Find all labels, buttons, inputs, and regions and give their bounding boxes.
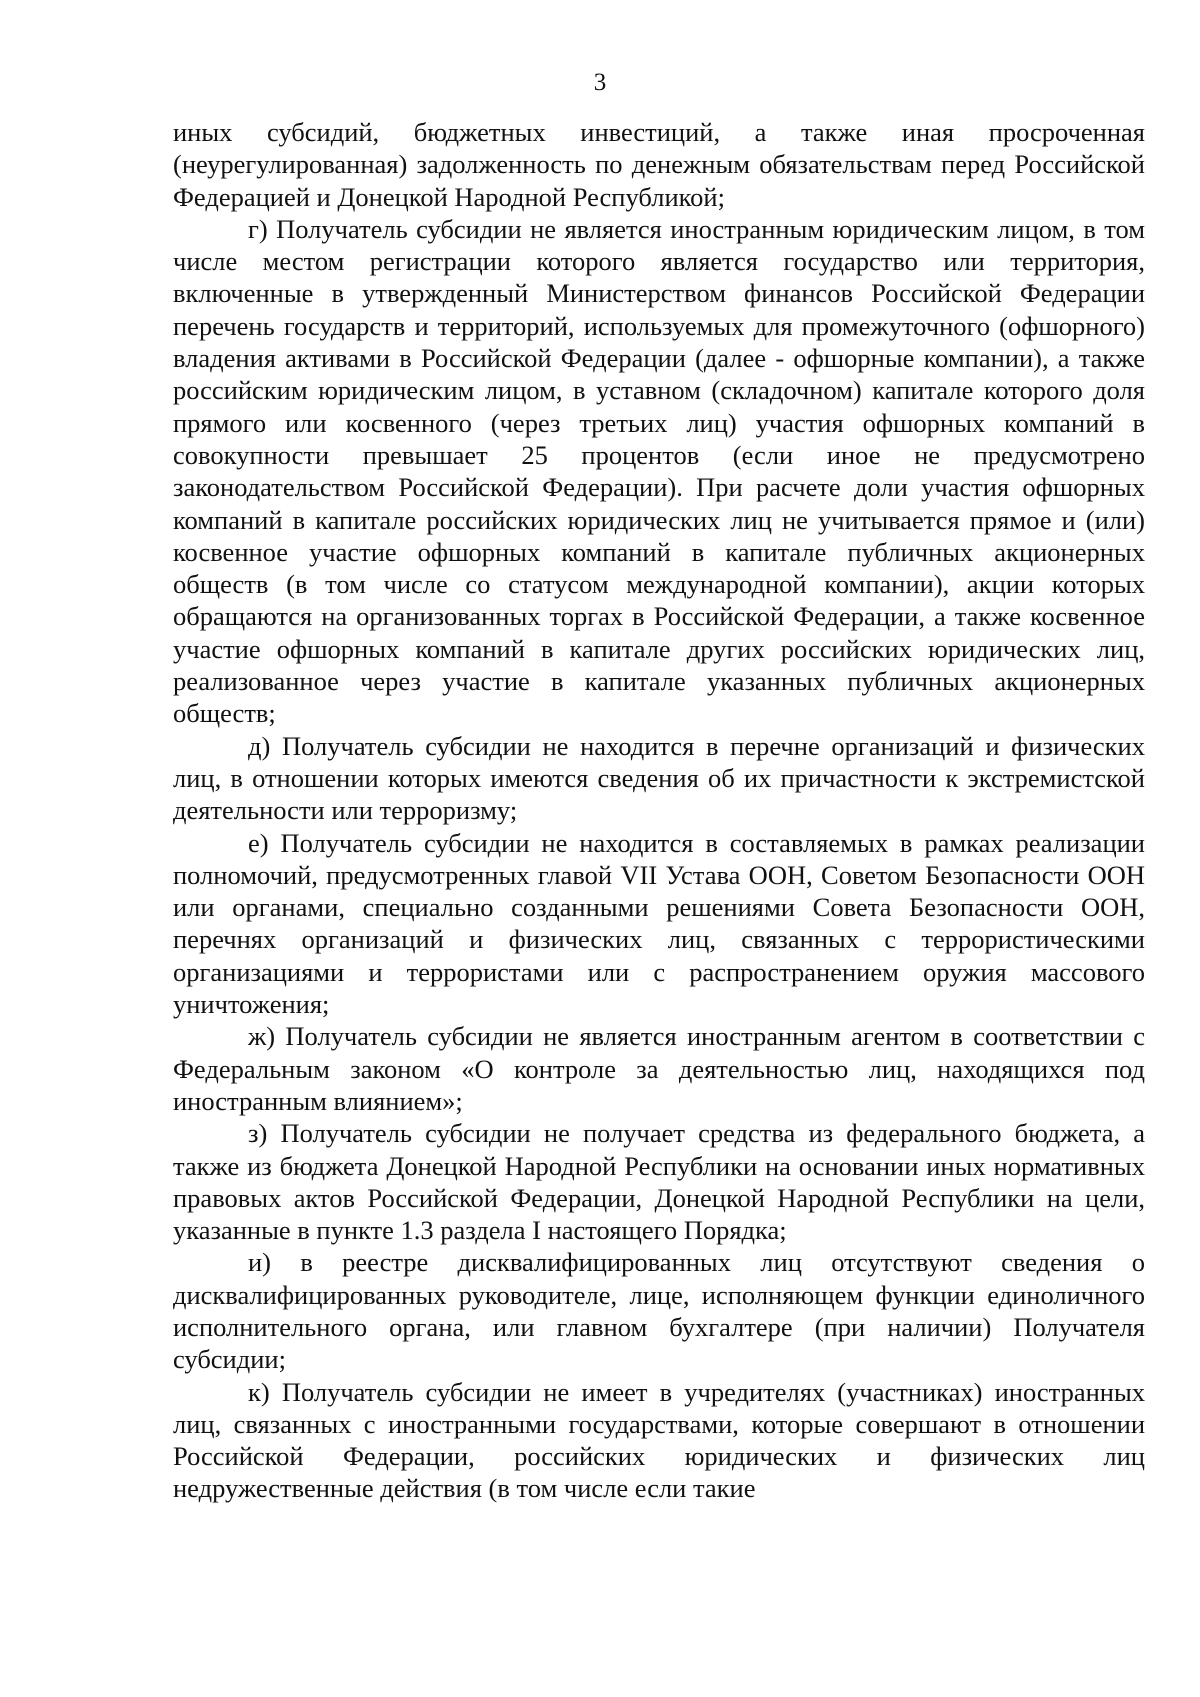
- paragraph-item-d: д) Получатель субсидии не находится в перечне организаций и физических лиц, в отношении которых имеются сведения об их причастности к экстремистской деятельности или терроризму;: [173, 730, 1145, 826]
- paragraph-item-g: г) Получатель субсидии не является иностранным юридическим лицом, в том числе местом регистрации которого является государство или территория, включенные в утвержденный Министерством финансов Российской Федерации перечень государств и территорий, используемых для промежуточного (офшорного) владения активами в Российской Федерации (далее - офшорные компании), а также российским юридическим лицом, в уставном (складочном) капитале которого доля прямого или косвенного (через третьих лиц) участия офшорных компаний в совокупности превышает 25 процентов (если иное не предусмотрено законодательством Российской Федерации). При расчете доли участия офшорных компаний в капитале российских юридических лиц не учитывается прямое и (или) косвенное участие офшорных компаний в капитале публичных акционерных обществ (в том числе со статусом международной компании), акции которых обращаются на организованных торгах в Российской Федерации, а также косвенное участие офшорных компаний в капитале других российских юридических лиц, реализованное через участие в капитале указанных публичных акционерных обществ;: [173, 213, 1145, 729]
- page-number: 3: [593, 69, 607, 96]
- paragraph-item-zh: ж) Получатель субсидии не является иностранным агентом в соответствии с Федеральным законом «О контроле за деятельностью лиц, находящихся под иностранным влиянием»;: [173, 1021, 1145, 1116]
- paragraph-continuation: иных субсидий, бюджетных инвестиций, а также иная просроченная (неурегулированная) задолженность по денежным обязательствам перед Российской Федерацией и Донецкой Народной Республикой;: [173, 117, 1145, 212]
- paragraph-item-e: е) Получатель субсидии не находится в составляемых в рамках реализации полномочий, предусмотренных главой VII Устава ООН, Советом Безопасности ООН или органами, специально созданными решениями Совета Безопасности ООН, перечнях организаций и физических лиц, связанных с террористическими организациями и террористами или с распространением оружия массового уничтожения;: [173, 827, 1145, 1020]
- paragraph-item-z: з) Получатель субсидии не получает средства из федерального бюджета, а также из бюджета Донецкой Народной Республики на основании иных нормативных правовых актов Российской Федерации, Донецкой Народной Республики на цели, указанные в пункте 1.3 раздела I настоящего Порядка;: [173, 1118, 1145, 1246]
- document-body: [173, 116, 1145, 1505]
- paragraph-item-i: и) в реестре дисквалифицированных лиц отсутствуют сведения о дисквалифицированных руководителе, лице, исполняющем функции единоличного исполнительного органа, или главном бухгалтере (при наличии) Получателя субсидии;: [173, 1247, 1145, 1375]
- paragraph-item-k: к) Получатель субсидии не имеет в учредителях (участниках) иностранных лиц, связанных с иностранными государствами, которые совершают в отношении Российской Федерации, российских юридических и физических лиц недружественные действия (в том числе если такие: [173, 1376, 1145, 1504]
